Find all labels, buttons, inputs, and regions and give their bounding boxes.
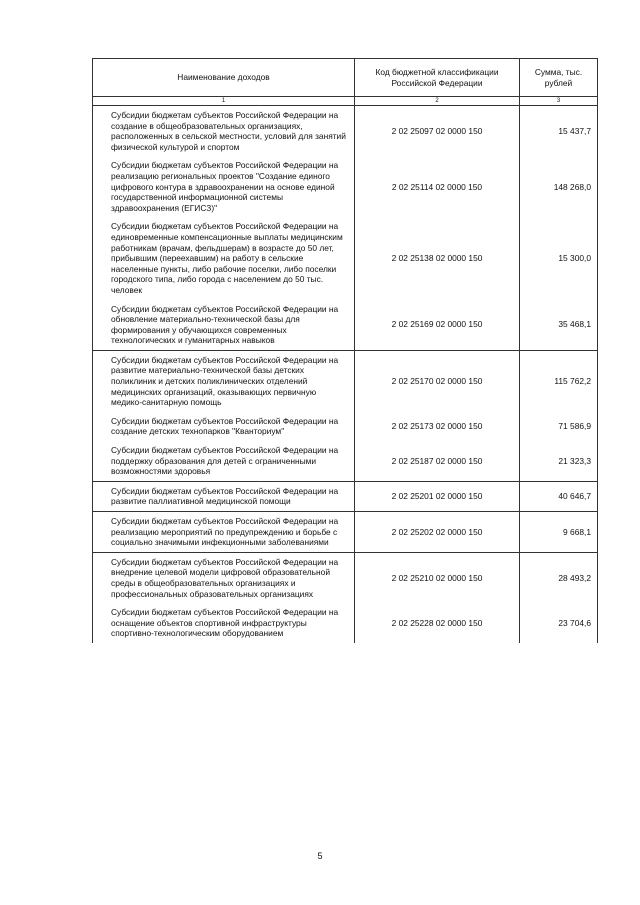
row-name: Субсидии бюджетам субъектов Российской Федерации на единовременные компенсационные выплаты медицинским работникам (врачам, фельдшерам) в возрасте до 50 лет, прибывшим (переехавшим) на работу в сельские населенные пункты, либо рабочие поселки, либо поселки городского типа, либо города с населением до 50 тыс. человек <box>93 217 355 299</box>
table-row <box>93 300 598 351</box>
row-code: 2 02 25169 02 0000 150 <box>355 300 520 351</box>
row-sum: 115 762,2 <box>520 350 598 411</box>
row-name: Субсидии бюджетам субъектов Российской Федерации на создание в общеобразовательных организациях, расположенных в сельской местности, условий для занятий физической культурой и спортом <box>93 106 355 157</box>
row-code: 2 02 25201 02 0000 150 <box>355 481 520 511</box>
row-name: Субсидии бюджетам субъектов Российской Федерации на развитие материально-технической базы детских поликлиник и детских поликлинических отделений медицинских организаций, оказывающих первичную медико-санитарную помощь <box>93 350 355 411</box>
header-sum: Сумма, тыс. рублей <box>520 59 598 97</box>
table-row <box>93 603 598 643</box>
column-number: 3 <box>520 97 598 106</box>
header-row <box>93 59 598 97</box>
row-name: Субсидии бюджетам субъектов Российской Федерации на внедрение целевой модели цифровой образовательной среды в общеобразовательных организациях и профессиональных образовательных организациях <box>93 552 355 603</box>
row-sum: 148 268,0 <box>520 156 598 217</box>
row-name: Субсидии бюджетам субъектов Российской Федерации на развитие паллиативной медицинской помощи <box>93 481 355 511</box>
column-number: 2 <box>355 97 520 106</box>
header-name: Наименование доходов <box>93 59 355 97</box>
row-sum: 21 323,3 <box>520 441 598 481</box>
column-number-row <box>93 97 598 106</box>
row-sum: 15 300,0 <box>520 217 598 299</box>
table-row <box>93 552 598 603</box>
table-row <box>93 217 598 299</box>
table-row <box>93 481 598 511</box>
row-code: 2 02 25228 02 0000 150 <box>355 603 520 643</box>
table-row <box>93 156 598 217</box>
page-number: 5 <box>317 851 323 861</box>
header-code: Код бюджетной классификации Российской Федерации <box>355 59 520 97</box>
row-code: 2 02 25173 02 0000 150 <box>355 412 520 441</box>
revenue-table <box>92 58 598 643</box>
row-sum: 23 704,6 <box>520 603 598 643</box>
table-row <box>93 106 598 157</box>
row-code: 2 02 25138 02 0000 150 <box>355 217 520 299</box>
row-name: Субсидии бюджетам субъектов Российской Федерации на реализацию мероприятий по предупреждению и борьбе с социально значимыми инфекционными заболеваниями <box>93 512 355 553</box>
row-name: Субсидии бюджетам субъектов Российской Федерации на оснащение объектов спортивной инфраструктуры спортивно-технологическим оборудованием <box>93 603 355 643</box>
row-name: Субсидии бюджетам субъектов Российской Федерации на реализацию региональных проектов "Создание единого цифрового контура в здравоохранении на основе единой государственной информационной системы здравоохранения (ЕГИСЗ)" <box>93 156 355 217</box>
row-sum: 40 646,7 <box>520 481 598 511</box>
row-code: 2 02 25187 02 0000 150 <box>355 441 520 481</box>
row-code: 2 02 25210 02 0000 150 <box>355 552 520 603</box>
row-sum: 28 493,2 <box>520 552 598 603</box>
row-sum: 9 668,1 <box>520 512 598 553</box>
table-row <box>93 441 598 481</box>
table-row <box>93 412 598 441</box>
table-body <box>93 106 598 643</box>
table-row <box>93 350 598 411</box>
row-name: Субсидии бюджетам субъектов Российской Федерации на создание детских технопарков "Кванториум" <box>93 412 355 441</box>
row-code: 2 02 25202 02 0000 150 <box>355 512 520 553</box>
row-code: 2 02 25170 02 0000 150 <box>355 350 520 411</box>
row-code: 2 02 25097 02 0000 150 <box>355 106 520 157</box>
row-name: Субсидии бюджетам субъектов Российской Федерации на обновление материально-технической базы для формирования у обучающихся современных технологических и гуманитарных навыков <box>93 300 355 351</box>
column-number: 1 <box>93 97 355 106</box>
row-code: 2 02 25114 02 0000 150 <box>355 156 520 217</box>
row-sum: 35 468,1 <box>520 300 598 351</box>
row-sum: 71 586,9 <box>520 412 598 441</box>
row-sum: 15 437,7 <box>520 106 598 157</box>
row-name: Субсидии бюджетам субъектов Российской Федерации на поддержку образования для детей с ограниченными возможностями здоровья <box>93 441 355 481</box>
table-row <box>93 512 598 553</box>
